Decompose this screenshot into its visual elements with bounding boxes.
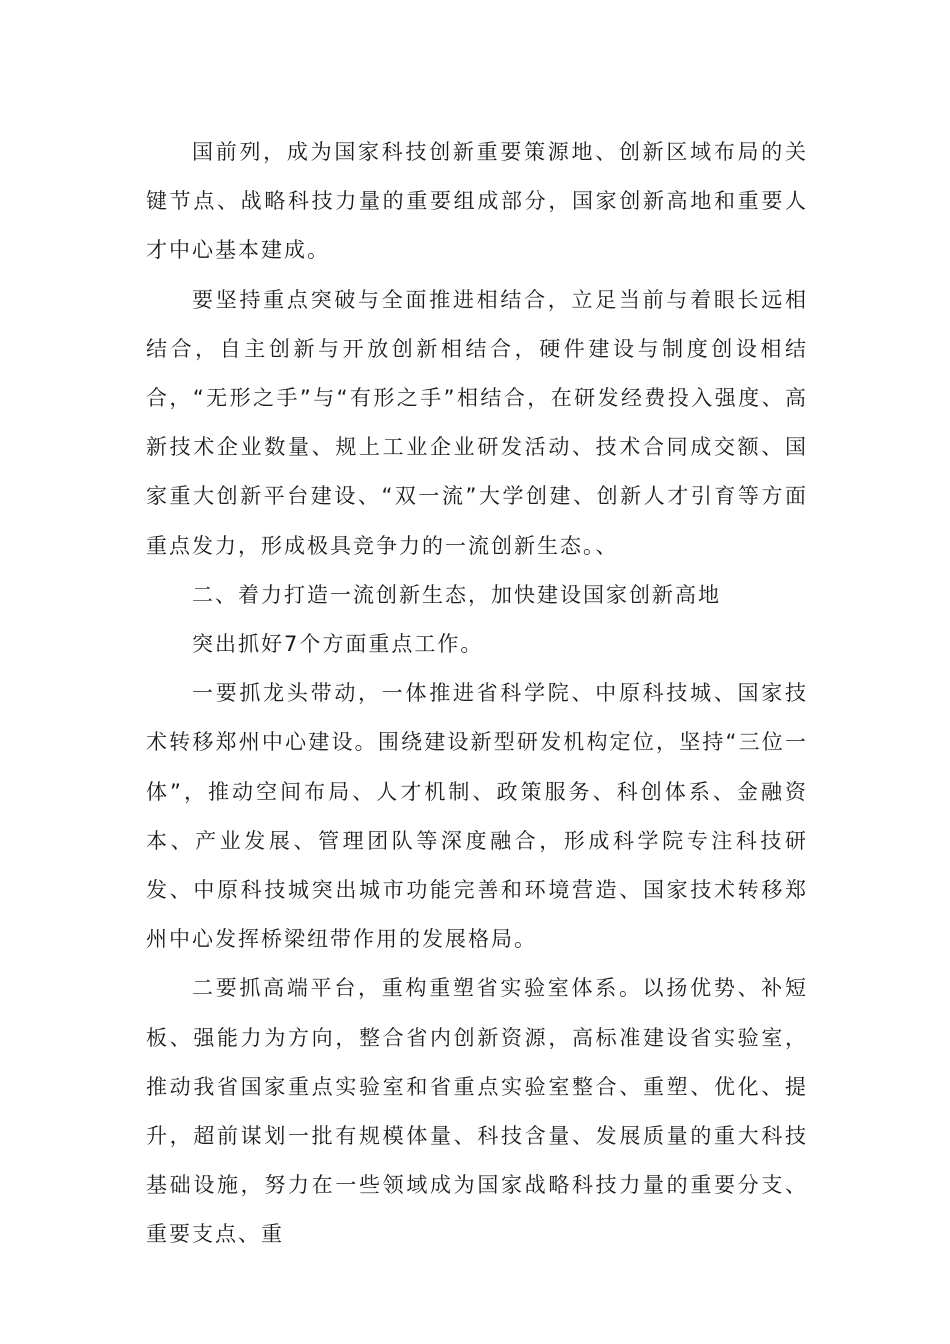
paragraph-5: 二要抓高端平台，重构重塑省实验室体系。以扬优势、补短板、强能力为方向，整合省内创新资源，高标准建设省实验室，推动我省国家重点实验室和省重点实验室整合、重塑、优化、提升，超前谋划一批有规模体量、科技含量、发展质量的重大科技基础设施，努力在一些领域成为国家战略科技力量的重要分支、重要支点、重 (146, 976, 808, 1247)
section-heading: 二、着力打造一流创新生态，加快建设国家创新高地 (192, 582, 721, 607)
paragraph-4: 一要抓龙头带动，一体推进省科学院、中原科技城、国家技术转移郑州中心建设。围绕建设新型研发机构定位，坚持“三位一体”，推动空间布局、人才机制、政策服务、科创体系、金融资本、产业发展、管理团队等深度融合，形成科学院专注科技研发、中原科技城突出城市功能完善和环境营造、国家技术转移郑州中心发挥桥梁纽带作用的发展格局。 (146, 681, 808, 952)
paragraph-1: 国前列，成为国家科技创新重要策源地、创新区域布局的关键节点、战略科技力量的重要组成部分，国家创新高地和重要人才中心基本建成。 (146, 140, 808, 263)
document-body (146, 128, 808, 1260)
paragraph-3: 突出抓好7个方面重点工作。 (192, 632, 484, 657)
paragraph-2: 要坚持重点突破与全面推进相结合，立足当前与着眼长远相结合，自主创新与开放创新相结合，硬件建设与制度创设相结合，“无形之手”与“有形之手”相结合，在研发经费投入强度、高新技术企业数量、规上工业企业研发活动、技术合同成交额、国家重大创新平台建设、“双一流”大学创建、创新人才引育等方面重点发力，形成极具竞争力的一流创新生态。、 (146, 287, 808, 558)
